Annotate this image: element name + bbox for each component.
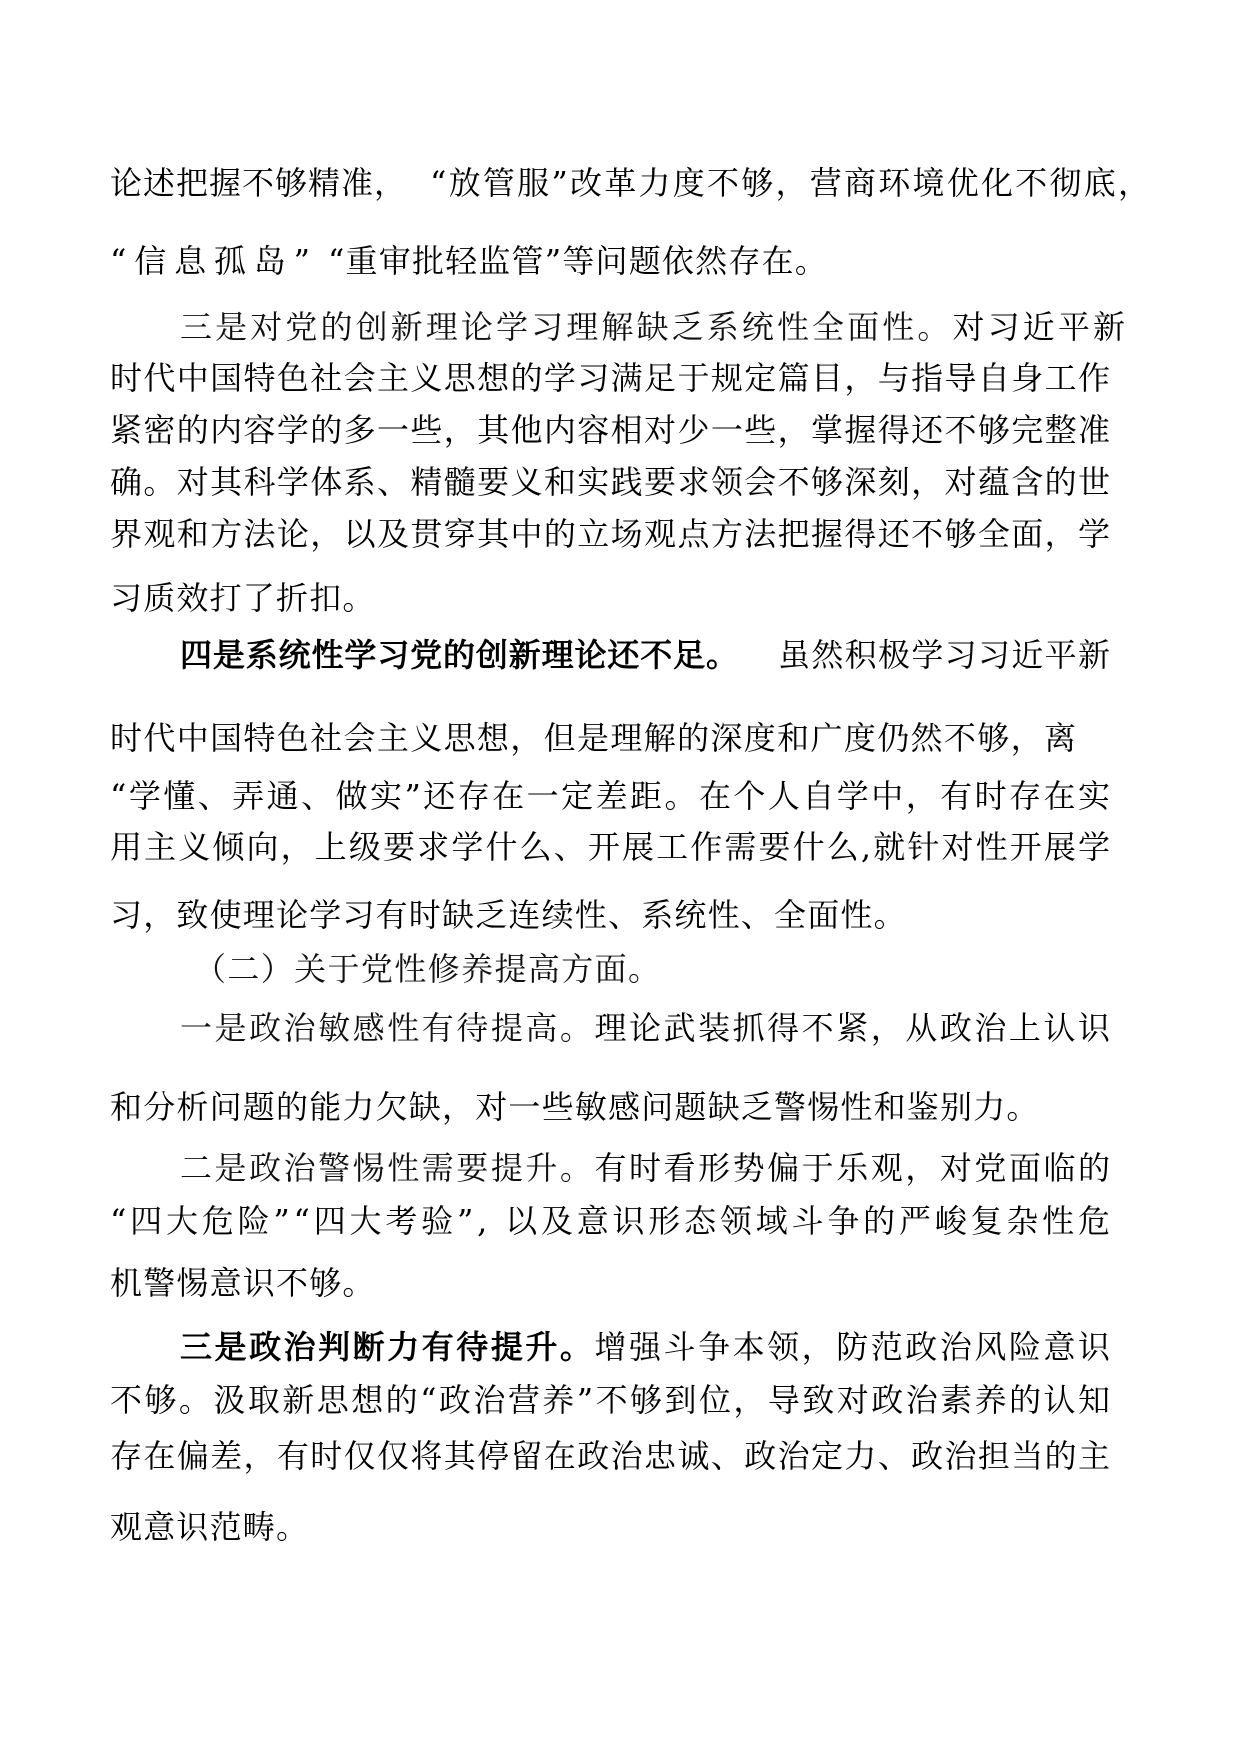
- text-segment: 紧密的内容学的多一些，其他内容相对少一些，掌握得还不够完整准: [110, 411, 1112, 449]
- text-line: [180, 1148, 1113, 1188]
- text-line: [110, 895, 907, 935]
- text-line-segment: [110, 163, 406, 203]
- text-segment: 时代中国特色社会主义思想，但是理解的深度和广度仍然不够，离: [110, 719, 1078, 757]
- bold-subheading: 三是政治判断力有待提升。: [180, 1328, 595, 1366]
- text-segment: 习质效打了折扣。: [110, 579, 376, 617]
- text-segment: 机警惕意识不够。: [110, 1264, 376, 1302]
- bold-subheading: 四是系统性学习党的创新理论还不足。: [180, 636, 739, 674]
- text-line: [180, 307, 1129, 347]
- text-segment: “重审批轻监管”等问题依然存在。: [328, 242, 828, 280]
- text-segment: “放管服”改革力度不够，营商环境优化不彻底，: [430, 164, 1153, 202]
- text-line: [110, 718, 1076, 758]
- text-line: [110, 1436, 1110, 1476]
- text-segment: 论述把握不够精准，: [110, 164, 407, 202]
- subheading-lead: 三是对党的创新理论学习理解缺乏系统性全面性。: [180, 308, 953, 346]
- text-line-segment: [180, 635, 738, 675]
- subheading-lead: 二是政治警惕性需要提升。: [180, 1149, 595, 1187]
- section-heading: [194, 949, 660, 989]
- text-line: [110, 358, 1110, 398]
- text-line-segment: [328, 241, 828, 281]
- text-segment: 虽然积极学习习近平新: [778, 636, 1112, 674]
- text-segment: 理论武装抓得不紧，从政治上认识: [594, 1009, 1113, 1047]
- text-line: [110, 1263, 376, 1303]
- text-segment: 对习近平新: [952, 308, 1129, 346]
- text-line: [110, 514, 1110, 554]
- text-segment: 和分析问题的能力欠缺，对一些敏感问题缺乏警惕性和鉴别力。: [110, 1088, 1040, 1126]
- text-line: [110, 410, 1110, 450]
- text-segment: “学懂、弄通、做实”还存在一定差距。在个人自学中，有时存在实: [110, 777, 1113, 815]
- text-segment: 确。对其科学体系、精髓要义和实践要求领会不够深刻，对蕴含的世: [110, 463, 1112, 501]
- text-segment: 界观和方法论，以及贯穿其中的立场观点方法把握得还不够全面，学: [110, 515, 1112, 553]
- text-line: [110, 578, 376, 618]
- text-line-segment: [778, 635, 1110, 675]
- text-segment: 习，致使理论学习有时缺乏连续性、系统性、全面性。: [110, 896, 907, 934]
- text-line-segment: [430, 163, 1153, 203]
- text-segment: 时代中国特色社会主义思想的学习满足于规定篇目，与指导自身工作: [110, 359, 1112, 397]
- text-segment: 用主义倾向，上级要求学什么、开展工作需要什么,就针对性开展学: [110, 828, 1113, 866]
- text-segment: “信息孤岛”: [110, 242, 318, 280]
- text-line: [110, 462, 1110, 502]
- text-segment: 有时看形势偏于乐观，对党面临的: [594, 1149, 1113, 1187]
- section-heading-text: （二）关于党性修养提高方面。: [194, 950, 662, 988]
- text-segment: 增强斗争本领，防范政治风险意识: [594, 1328, 1113, 1366]
- text-line: [110, 1087, 1040, 1127]
- text-line: [180, 1008, 1113, 1048]
- text-line: [110, 1507, 309, 1547]
- subheading-lead: 一是政治敏感性有待提高。: [180, 1009, 595, 1047]
- text-segment: 不够。汲取新思想的“政治营养”不够到位，导致对政治素养的认知: [110, 1381, 1113, 1419]
- text-line: [110, 827, 1113, 867]
- text-segment: 观意识范畴。: [110, 1508, 310, 1546]
- text-line-segment: [110, 241, 318, 281]
- text-line: [110, 1380, 1113, 1420]
- text-line: [110, 1201, 1114, 1241]
- text-segment: 存在偏差，有时仅仅将其停留在政治忠诚、政治定力、政治担当的主: [110, 1437, 1112, 1475]
- text-line: [110, 776, 1113, 816]
- text-line: [180, 1327, 1113, 1367]
- text-segment: “四大危险”“四大考验”, 以及意识形态领域斗争的严峻复杂性危: [110, 1202, 1114, 1240]
